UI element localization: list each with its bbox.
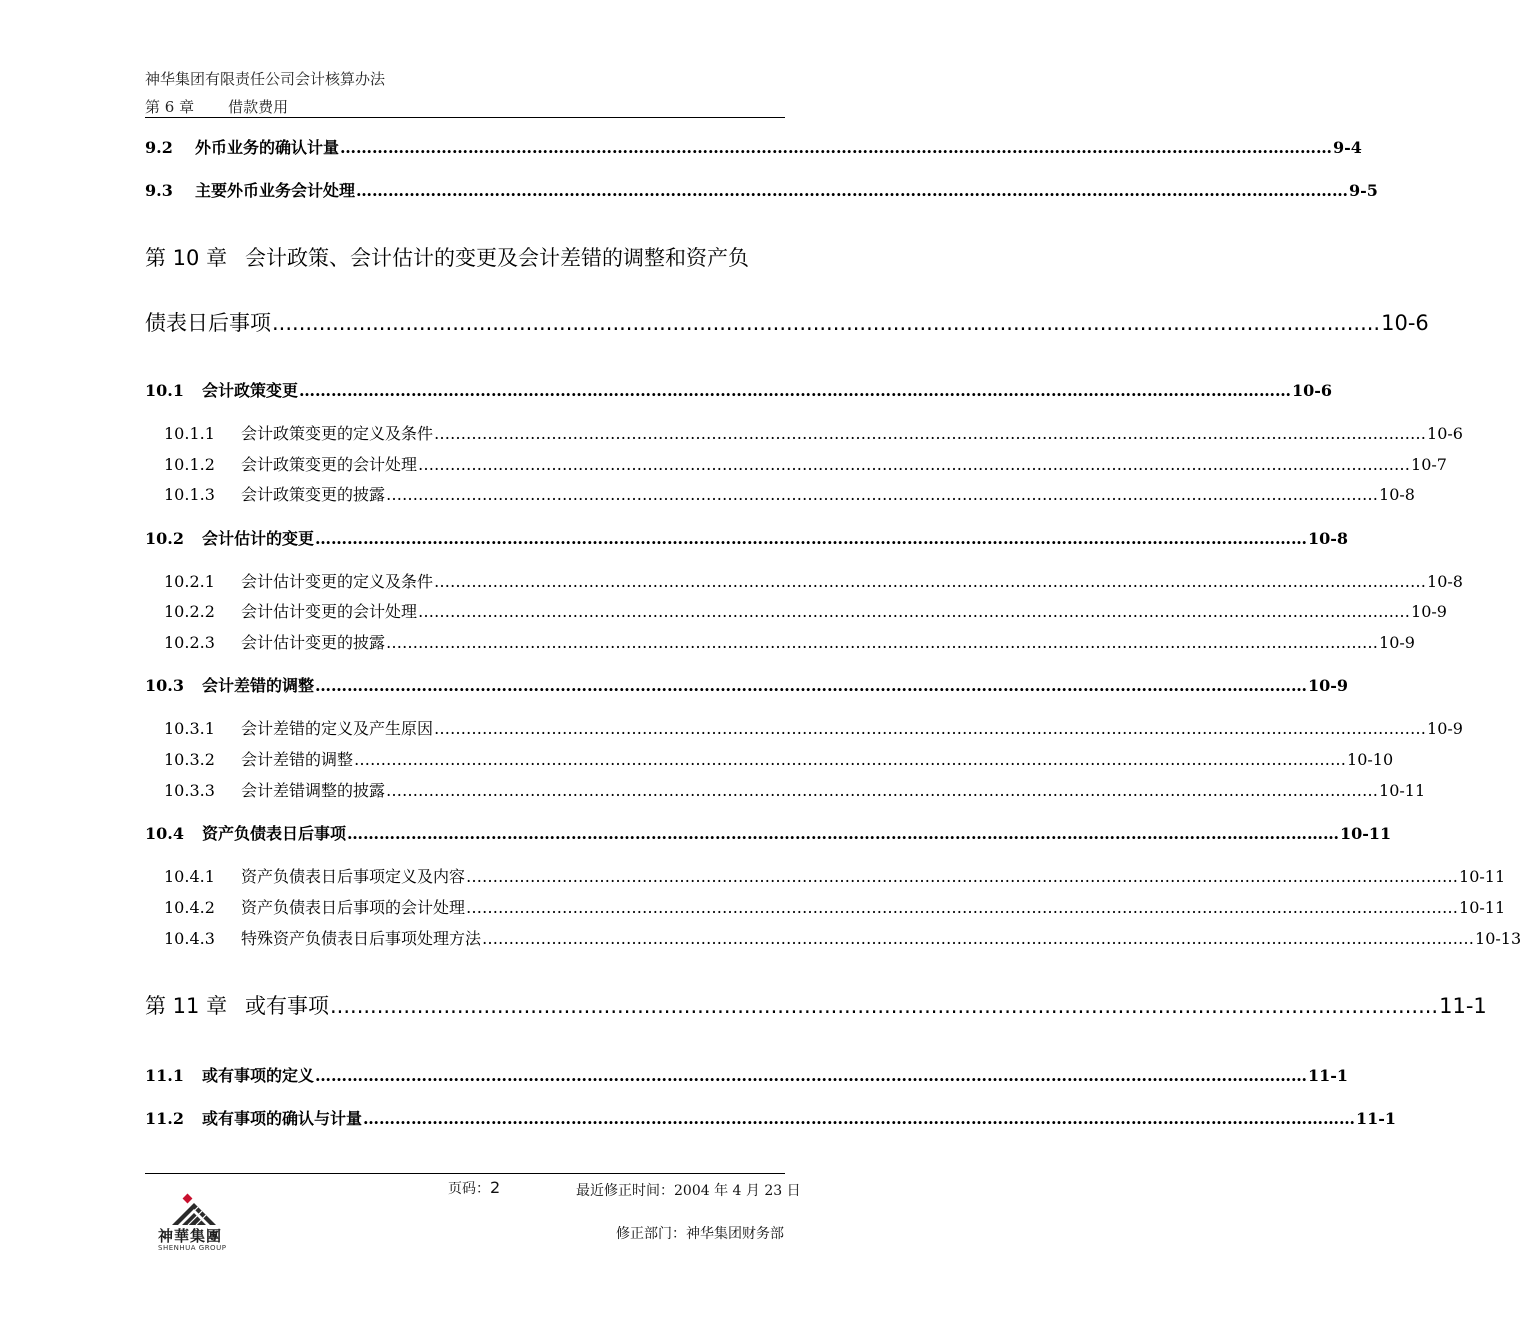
footer-rule (145, 1173, 785, 1174)
footer-revised-dept: 修正部门：神华集团财务部 (616, 1226, 784, 1242)
toc-title: 会计差错的调整 (241, 750, 354, 769)
toc-title: 会计差错调整的披露 (241, 781, 386, 800)
toc-title: 外币业务的确认计量 (195, 138, 340, 157)
toc-leader: …………………………………………………………………………………………………………………………………………………………………… (386, 781, 1379, 800)
toc-leader: …………………………………………………………………………………………………………………………………………………………………… (418, 455, 1411, 474)
toc-number: 10.4.2 (164, 898, 215, 917)
toc-leader: …………………………………………………………………………………………………………………………………………………………………… (466, 898, 1459, 917)
toc-number: 10.4.1 (164, 867, 215, 886)
toc-page: 9-4 (1333, 138, 1362, 157)
logo-text-cn: 神華集團 (158, 1227, 223, 1245)
toc-title: 会计估计变更的定义及条件 (241, 572, 434, 591)
toc-page: 10-9 (1427, 719, 1463, 738)
toc-page: 10-7 (1411, 455, 1447, 474)
toc-title: 主要外币业务会计处理 (195, 181, 356, 200)
toc-page: 10-6 (1427, 424, 1463, 443)
toc-entry-10-4-2[interactable] (164, 895, 1506, 918)
toc-number: 10.3.2 (164, 750, 215, 769)
toc-leader: …………………………………………………………………………………………………………………………………………………………………… (315, 529, 1308, 548)
toc-leader: …………………………………………………………………………………………………………………………………………………………………… (347, 824, 1340, 843)
toc-leader: …………………………………………………………………………………………………………………………………………………………………… (299, 381, 1292, 400)
toc-title: 会计政策变更的披露 (241, 485, 386, 504)
toc-number: 10.1.2 (164, 455, 215, 474)
toc-page: 10-6 (1381, 311, 1429, 335)
toc-number: 10.3.1 (164, 719, 215, 738)
toc-entry-10-1-2[interactable] (164, 452, 1447, 475)
toc-entry-10-3[interactable] (145, 673, 1349, 696)
toc-number: 10.4 (145, 824, 184, 843)
toc-chapter-11[interactable] (145, 990, 1487, 1020)
toc-page: 10-8 (1427, 572, 1463, 591)
toc-entry-10-3-2[interactable] (164, 747, 1394, 770)
toc-entry-10-1-3[interactable] (164, 482, 1415, 505)
footer-page-number (448, 1178, 500, 1198)
toc-page: 10-6 (1292, 381, 1333, 400)
toc-leader: …………………………………………………………………………………………………………………………………………………………………… (356, 181, 1349, 200)
toc-page: 10-9 (1379, 633, 1415, 652)
toc-title: 会计差错的调整 (202, 676, 315, 695)
toc-chapter-title: 会计政策、会计估计的变更及会计差错的调整和资产负 (245, 246, 749, 270)
toc-title: 资产负债表日后事项定义及内容 (241, 867, 466, 886)
toc-title: 资产负债表日后事项的会计处理 (241, 898, 466, 917)
toc-chapter-number: 第 10 章 (145, 246, 228, 270)
toc-leader: …………………………………………………………………………………………………………………………………………………………………… (386, 633, 1379, 652)
toc-page: 10-8 (1379, 485, 1415, 504)
toc-entry-10-2-1[interactable] (164, 569, 1463, 592)
toc-page: 10-11 (1379, 781, 1426, 800)
toc-number: 10.3.3 (164, 781, 215, 800)
toc-chapter-number: 第 11 章 (145, 994, 228, 1018)
toc-leader: …………………………………………………………………………………………………………………………………………………………………… (482, 929, 1475, 948)
toc-number: 10.2.2 (164, 602, 215, 621)
toc-page: 9-5 (1349, 181, 1378, 200)
toc-entry-10-2-3[interactable] (164, 630, 1415, 653)
toc-title: 会计估计变更的披露 (241, 633, 386, 652)
toc-leader: …………………………………………………………………………………………………………………………………………………………………… (466, 867, 1459, 886)
toc-page: 11-1 (1356, 1109, 1397, 1128)
toc-leader: …………………………………………………………………………………………………………………………………………………………………… (315, 1066, 1308, 1085)
toc-number: 10.2 (145, 529, 184, 548)
footer-page-label: 页码： (448, 1181, 490, 1197)
toc-page: 10-11 (1459, 867, 1506, 886)
toc-entry-10-1-1[interactable] (164, 421, 1463, 444)
toc-entry-9-3[interactable] (145, 178, 1378, 201)
toc-title: 或有事项的定义 (202, 1066, 315, 1085)
toc-leader: …………………………………………………………………………………………………………………………………………………………………… (434, 424, 1427, 443)
toc-entry-10-3-3[interactable] (164, 778, 1426, 801)
toc-page: 10-11 (1459, 898, 1506, 917)
toc-page: 10-9 (1411, 602, 1447, 621)
toc-entry-10-3-1[interactable] (164, 716, 1463, 739)
toc-entry-11-1[interactable] (145, 1063, 1349, 1086)
toc-leader: …………………………………………………………………………………………………………………………………………………………………… (434, 572, 1427, 591)
logo-text-en: SHENHUA GROUP (158, 1244, 227, 1252)
toc-title: 会计政策变更的会计处理 (241, 455, 418, 474)
toc-entry-10-1[interactable] (145, 378, 1333, 401)
toc-page: 11-1 (1439, 994, 1487, 1018)
toc-entry-10-2-2[interactable] (164, 599, 1447, 622)
toc-leader: …………………………………………………………………………………………………………………………………………………………………… (386, 485, 1379, 504)
toc-number: 11.2 (145, 1109, 184, 1128)
header-document-title: 神华集团有限责任公司会计核算办法 (145, 70, 386, 88)
toc-leader: …………………………………………………………………………………………………………………………………………………………………… (434, 719, 1427, 738)
toc-entry-9-2[interactable] (145, 135, 1362, 158)
toc-chapter-10-line1[interactable] (145, 242, 749, 272)
toc-page: 10-9 (1308, 676, 1349, 695)
toc-leader: …………………………………………………………………………………………………………………………………………………………………… (354, 750, 1347, 769)
header-chapter-title: 借款费用 (228, 98, 289, 116)
header-chapter (145, 96, 288, 117)
toc-entry-10-4-3[interactable] (164, 926, 1521, 949)
toc-entry-10-2[interactable] (145, 526, 1349, 549)
toc-entry-10-4[interactable] (145, 821, 1392, 844)
toc-number: 9.3 (145, 181, 173, 200)
toc-number: 9.2 (145, 138, 173, 157)
toc-chapter-title-cont: 债表日后事项 (145, 311, 271, 335)
toc-number: 10.1.1 (164, 424, 215, 443)
toc-entry-10-4-1[interactable] (164, 864, 1506, 887)
footer-page-value: 2 (490, 1178, 501, 1197)
toc-number: 10.2.1 (164, 572, 215, 591)
toc-title: 会计政策变更 (202, 381, 299, 400)
toc-leader: …………………………………………………………………………………………………………………………………………………………………… (315, 676, 1308, 695)
footer-revised-time: 最近修正时间：2004 年 4 月 23 日 (576, 1183, 801, 1199)
toc-leader: …………………………………………………………………………………………………………………………………………………………………… (363, 1109, 1356, 1128)
toc-title: 会计差错的定义及产生原因 (241, 719, 434, 738)
header-chapter-number: 第 6 章 (145, 98, 195, 116)
toc-entry-11-2[interactable] (145, 1106, 1397, 1129)
toc-title: 会计估计的变更 (202, 529, 315, 548)
toc-title: 会计估计变更的会计处理 (241, 602, 418, 621)
toc-number: 10.3 (145, 676, 184, 695)
toc-number: 10.1.3 (164, 485, 215, 504)
toc-page: 10-10 (1347, 750, 1394, 769)
toc-page: 10-8 (1308, 529, 1349, 548)
toc-title: 资产负债表日后事项 (202, 824, 347, 843)
toc-leader: ...................................................................................................................................................................... (272, 311, 1381, 335)
toc-chapter-title: 或有事项 (245, 994, 329, 1018)
toc-title: 或有事项的确认与计量 (202, 1109, 363, 1128)
toc-leader: ...................................................................................................................................................................... (330, 994, 1439, 1018)
toc-page: 10-13 (1475, 929, 1521, 948)
toc-number: 11.1 (145, 1066, 184, 1085)
toc-page: 11-1 (1308, 1066, 1349, 1085)
toc-number: 10.2.3 (164, 633, 215, 652)
toc-chapter-10-line2[interactable] (145, 307, 1429, 337)
header-rule (145, 117, 785, 118)
toc-page: 10-11 (1340, 824, 1392, 843)
toc-title: 会计政策变更的定义及条件 (241, 424, 434, 443)
toc-leader: …………………………………………………………………………………………………………………………………………………………………… (340, 138, 1333, 157)
toc-leader: …………………………………………………………………………………………………………………………………………………………………… (418, 602, 1411, 621)
toc-number: 10.1 (145, 381, 184, 400)
toc-number: 10.4.3 (164, 929, 215, 948)
toc-title: 特殊资产负债表日后事项处理方法 (241, 929, 482, 948)
